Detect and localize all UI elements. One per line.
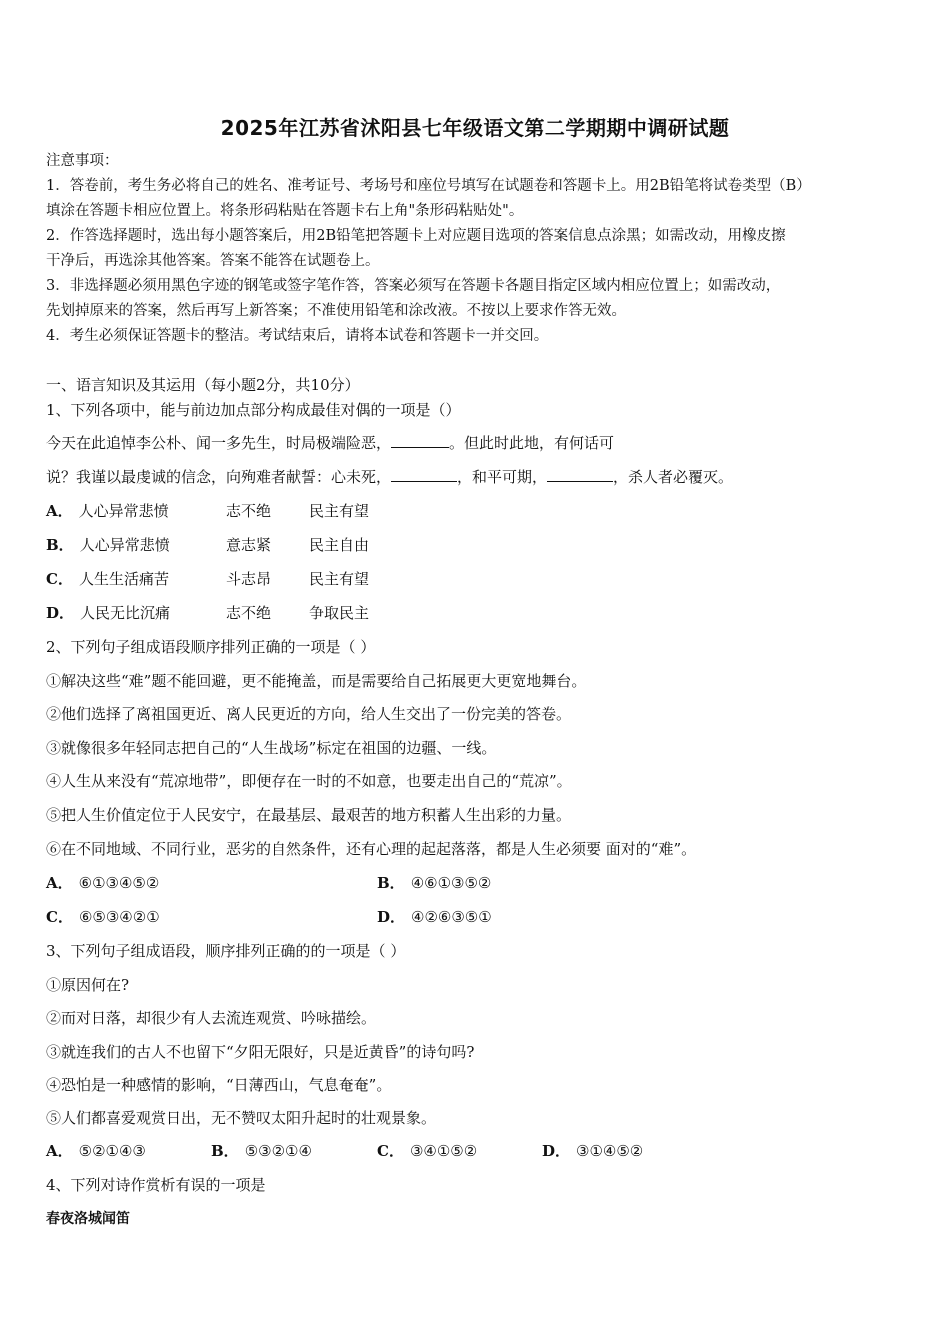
notice-line: 填涂在答题卡相应位置上。将条形码粘贴在答题卡右上角"条形码粘贴处"。 bbox=[46, 203, 524, 219]
passage-text: 说？我谨以最虔诚的信念，向殉难者献誓：心未死， bbox=[46, 468, 392, 486]
notice-line: 先划掉原来的答案，然后再写上新答案；不准使用铅笔和涂改液。不按以上要求作答无效。 bbox=[46, 303, 626, 319]
option-c: C． ③④①⑤② bbox=[377, 1142, 478, 1160]
passage-text: 。但此时此地，有何话可 bbox=[449, 434, 615, 452]
question-1-passage-line1 bbox=[46, 433, 614, 453]
passage-text: ，和平可期， bbox=[457, 468, 548, 486]
option-b-letter: B． 人心异常悲愤 bbox=[46, 536, 170, 554]
option-a-letter: A． 人心异常悲愤 bbox=[46, 502, 169, 520]
question-2-sentence: ⑤把人生价值定位于人民安宁，在最基层、最艰苦的地方积蓄人生出彩的力量。 bbox=[46, 806, 572, 824]
notice-line: 干净后，再选涂其他答案。答案不能答在试题卷上。 bbox=[46, 253, 380, 269]
option-d-letter: D． 人民无比沉痛 bbox=[46, 604, 171, 622]
answer-blank bbox=[547, 467, 613, 482]
option-a-part3: 民主有望 bbox=[309, 502, 370, 520]
poem-title: 春夜洛城闻笛 bbox=[46, 1211, 130, 1227]
option-d-part2: 志不绝 bbox=[226, 604, 272, 622]
option-b-part3: 民主自由 bbox=[309, 536, 370, 554]
page-title: 2025年江苏省沭阳县七年级语文第二学期期中调研试题 bbox=[220, 116, 730, 140]
option-c: C． ⑥⑤③④②① bbox=[46, 908, 160, 926]
question-2-sentence: ⑥在不同地域、不同行业，恶劣的自然条件，还有心理的起起落落，都是人生必须要 面对的“难”。 bbox=[46, 840, 697, 858]
question-1-passage-line2 bbox=[46, 467, 733, 487]
notice-line: 1．答卷前，考生务必将自己的姓名、准考证号、考场号和座位号填写在试题卷和答题卡上。用2B铅笔将试卷类型（B） bbox=[46, 178, 811, 194]
answer-blank bbox=[391, 467, 457, 482]
option-a: A． ⑥①③④⑤② bbox=[46, 874, 160, 892]
option-a-part2: 志不绝 bbox=[226, 502, 272, 520]
notice-line: 2．作答选择题时，选出每小题答案后，用2B铅笔把答题卡上对应题目选项的答案信息点涂黑；如需改动，用橡皮擦 bbox=[46, 228, 786, 244]
question-3-sentence: ④恐怕是一种感情的影响，“日薄西山，气息奄奄”。 bbox=[46, 1076, 392, 1094]
question-3-sentence: ①原因何在? bbox=[46, 976, 130, 994]
option-d: D． ③①④⑤② bbox=[542, 1142, 644, 1160]
option-d-part3: 争取民主 bbox=[309, 604, 370, 622]
option-c-part2: 斗志昂 bbox=[226, 570, 272, 588]
notice-line: 3．非选择题必须用黑色字迹的钢笔或签字笔作答，答案必须写在答题卡各题目指定区域内相应位置上；如需改动， bbox=[46, 278, 781, 294]
section-heading: 一、语言知识及其运用（每小题2分，共10分） bbox=[46, 376, 360, 394]
option-c-letter: C． 人生生活痛苦 bbox=[46, 570, 169, 588]
question-3-sentence: ⑤人们都喜爱观赏日出，无不赞叹太阳升起时的壮观景象。 bbox=[46, 1109, 437, 1127]
question-2-stem: 2、下列句子组成语段顺序排列正确的一项是（ ） bbox=[46, 638, 376, 656]
answer-blank bbox=[391, 433, 449, 448]
question-3-sentence: ②而对日落，却很少有人去流连观赏、吟咏描绘。 bbox=[46, 1009, 377, 1027]
option-a: A． ⑤②①④③ bbox=[46, 1142, 146, 1160]
option-b: B． ④⑥①③⑤② bbox=[377, 874, 492, 892]
question-2-sentence: ③就像很多年轻同志把自己的“人生战场”标定在祖国的边疆、一线。 bbox=[46, 739, 497, 757]
question-2-sentence: ②他们选择了离祖国更近、离人民更近的方向，给人生交出了一份完美的答卷。 bbox=[46, 705, 572, 723]
passage-text: 今天在此追悼李公朴、闻一多先生，时局极端险恶， bbox=[46, 434, 392, 452]
option-b-part2: 意志紧 bbox=[226, 536, 272, 554]
option-b: B． ⑤③②①④ bbox=[211, 1142, 312, 1160]
notice-heading: 注意事项： bbox=[46, 153, 119, 169]
question-4-stem: 4、下列对诗作赏析有误的一项是 bbox=[46, 1176, 266, 1194]
option-c-part3: 民主有望 bbox=[309, 570, 370, 588]
passage-text: ，杀人者必覆灭。 bbox=[613, 468, 734, 486]
question-3-stem: 3、下列句子组成语段，顺序排列正确的的一项是（ ） bbox=[46, 942, 406, 960]
option-d: D． ④②⑥③⑤① bbox=[377, 908, 492, 926]
question-3-sentence: ③就连我们的古人不也留下“夕阳无限好，只是近黄昏”的诗句吗? bbox=[46, 1043, 475, 1061]
notice-line: 4．考生必须保证答题卡的整洁。考试结束后，请将本试卷和答题卡一并交回。 bbox=[46, 328, 549, 344]
question-2-sentence: ④人生从来没有“荒凉地带”，即便存在一时的不如意，也要走出自己的“荒凉”。 bbox=[46, 772, 572, 790]
question-2-sentence: ①解决这些“难”题不能回避，更不能掩盖，而是需要给自己拓展更大更宽地舞台。 bbox=[46, 672, 587, 690]
question-1-stem: 1、下列各项中，能与前边加点部分构成最佳对偶的一项是（） bbox=[46, 401, 461, 419]
